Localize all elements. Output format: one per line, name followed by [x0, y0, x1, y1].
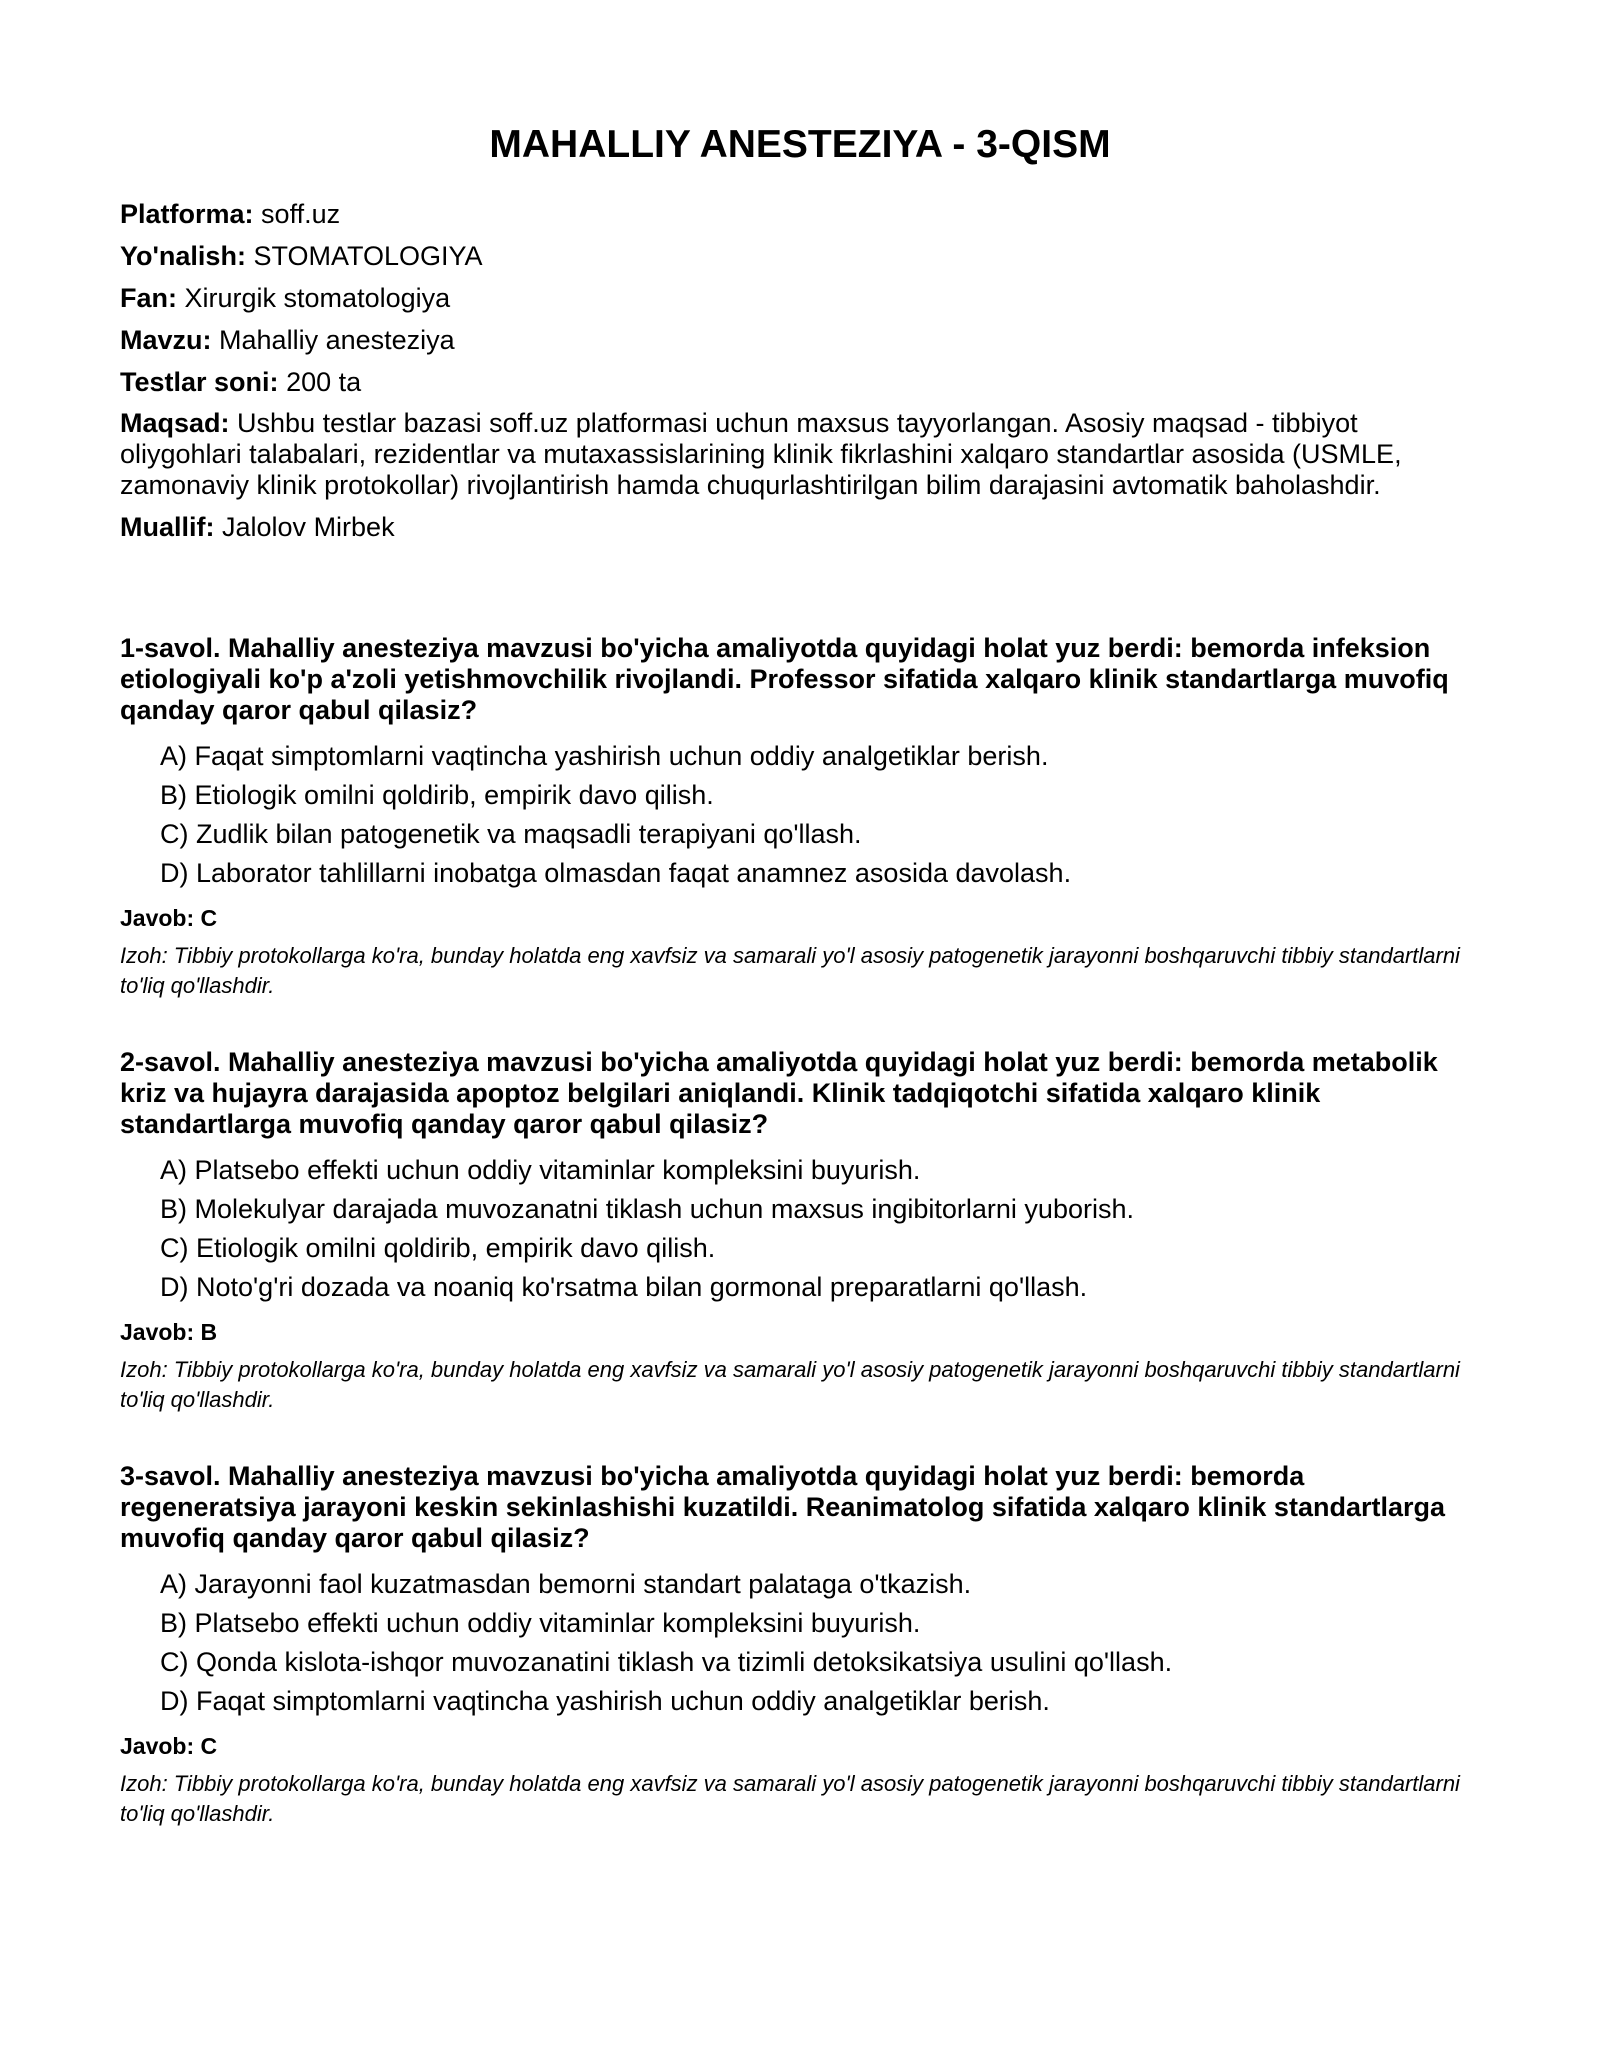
- option-item: D) Faqat simptomlarni vaqtincha yashirish uchun oddiy analgetiklar berish.: [160, 1686, 1050, 1716]
- meta-direction: [120, 240, 1480, 272]
- question-text: 2-savol. Mahalliy anesteziya mavzusi bo'yicha amaliyotda quyidagi holat yuz berdi: bemorda metabolik kriz va hujayra darajasida apoptoz belgilari aniqlandi. Klinik tadqiqotchi sifatida xalqaro klinik standartlarga muvofiq qanday qaror qabul qilasiz?: [120, 1047, 1438, 1139]
- question-block: [120, 1047, 1480, 1415]
- question-block: [120, 633, 1480, 1001]
- meta-purpose: [120, 408, 1480, 501]
- option-item: D) Noto'g'ri dozada va noaniq ko'rsatma bilan gormonal preparatlarni qo'llash.: [160, 1272, 1088, 1302]
- answer-text: Javob: C: [120, 905, 218, 931]
- option-list: [160, 740, 1480, 889]
- meta-value: STOMATOLOGIYA: [253, 241, 483, 271]
- meta-label: Testlar soni:: [120, 367, 279, 397]
- meta-label: Maqsad:: [120, 408, 230, 438]
- question-list: [120, 633, 1480, 1829]
- question-block: [120, 1461, 1480, 1829]
- meta-platform: [120, 198, 1480, 230]
- question-text: 3-savol. Mahalliy anesteziya mavzusi bo'yicha amaliyotda quyidagi holat yuz berdi: bemorda regeneratsiya jarayoni keskin sekinlashishi kuzatildi. Reanimatolog sifatida xalqaro klinik standartlarga muvofiq qanday qaror qabul qilasiz?: [120, 1461, 1445, 1553]
- meta-label: Fan:: [120, 283, 177, 313]
- option-item: D) Laborator tahlillarni inobatga olmasdan faqat anamnez asosida davolash.: [160, 858, 1072, 888]
- option-item: C) Qonda kislota-ishqor muvozanatini tiklash va tizimli detoksikatsiya usulini qo'llash.: [160, 1647, 1173, 1677]
- option-item: B) Platsebo effekti uchun oddiy vitaminlar kompleksini buyurish.: [160, 1608, 921, 1638]
- option-item: A) Faqat simptomlarni vaqtincha yashirish uchun oddiy analgetiklar berish.: [160, 741, 1049, 771]
- meta-value: Jalolov Mirbek: [222, 512, 395, 542]
- option-item: C) Etiologik omilni qoldirib, empirik davo qilish.: [160, 1233, 716, 1263]
- option-list: [160, 1154, 1480, 1303]
- meta-label: Muallif:: [120, 512, 215, 542]
- question-text: 1-savol. Mahalliy anesteziya mavzusi bo'yicha amaliyotda quyidagi holat yuz berdi: bemorda infeksion etiologiyali ko'p a'zoli yetishmovchilik rivojlandi. Professor sifatida xalqaro klinik standartlarga muvofiq qanday qaror qabul qilasiz?: [120, 633, 1449, 725]
- explanation-note: Izoh: Tibbiy protokollarga ko'ra, bunday holatda eng xavfsiz va samarali yo'l asosiy patogenetik jarayonni boshqaruvchi tibbiy standartlarni to'liq qo'llashdir.: [120, 1357, 1460, 1412]
- option-list: [160, 1568, 1480, 1717]
- option-item: B) Molekulyar darajada muvozanatni tiklash uchun maxsus ingibitorlarni yuborish.: [160, 1194, 1134, 1224]
- meta-value: Ushbu testlar bazasi soff.uz platformasi uchun maxsus tayyorlangan. Asosiy maqsad - tibbiyot oliygohlari talabalari, rezidentlar va mutaxassislarining klinik fikrlashini xalqaro standartlar asosida (USMLE, zamonaviy klinik protokollar) rivojlantirish hamda chuqurlashtirilgan bilim darajasini avtomatik baholashdir.: [120, 408, 1402, 500]
- meta-value: Xirurgik stomatologiya: [184, 283, 451, 313]
- meta-value: soff.uz: [261, 199, 341, 229]
- meta-subject: [120, 282, 1480, 314]
- option-item: A) Platsebo effekti uchun oddiy vitaminlar kompleksini buyurish.: [160, 1155, 921, 1185]
- meta-test-count: [120, 366, 1480, 398]
- option-item: A) Jarayonni faol kuzatmasdan bemorni standart palataga o'tkazish.: [160, 1569, 972, 1599]
- meta-label: Mavzu:: [120, 325, 212, 355]
- meta-label: Platforma:: [120, 199, 254, 229]
- meta-value: 200 ta: [286, 367, 362, 397]
- answer-text: Javob: C: [120, 1733, 218, 1759]
- meta-value: Mahalliy anesteziya: [219, 325, 455, 355]
- meta-topic: [120, 324, 1480, 356]
- option-item: B) Etiologik omilni qoldirib, empirik davo qilish.: [160, 780, 714, 810]
- document-title: MAHALLIY ANESTEZIYA - 3-QISM: [489, 123, 1111, 166]
- document-meta: [120, 198, 1480, 543]
- explanation-note: Izoh: Tibbiy protokollarga ko'ra, bunday holatda eng xavfsiz va samarali yo'l asosiy patogenetik jarayonni boshqaruvchi tibbiy standartlarni to'liq qo'llashdir.: [120, 943, 1460, 998]
- meta-label: Yo'nalish:: [120, 241, 246, 271]
- option-item: C) Zudlik bilan patogenetik va maqsadli terapiyani qo'llash.: [160, 819, 862, 849]
- meta-author: [120, 511, 1480, 543]
- answer-text: Javob: B: [120, 1319, 218, 1345]
- explanation-note: Izoh: Tibbiy protokollarga ko'ra, bunday holatda eng xavfsiz va samarali yo'l asosiy patogenetik jarayonni boshqaruvchi tibbiy standartlarni to'liq qo'llashdir.: [120, 1771, 1460, 1826]
